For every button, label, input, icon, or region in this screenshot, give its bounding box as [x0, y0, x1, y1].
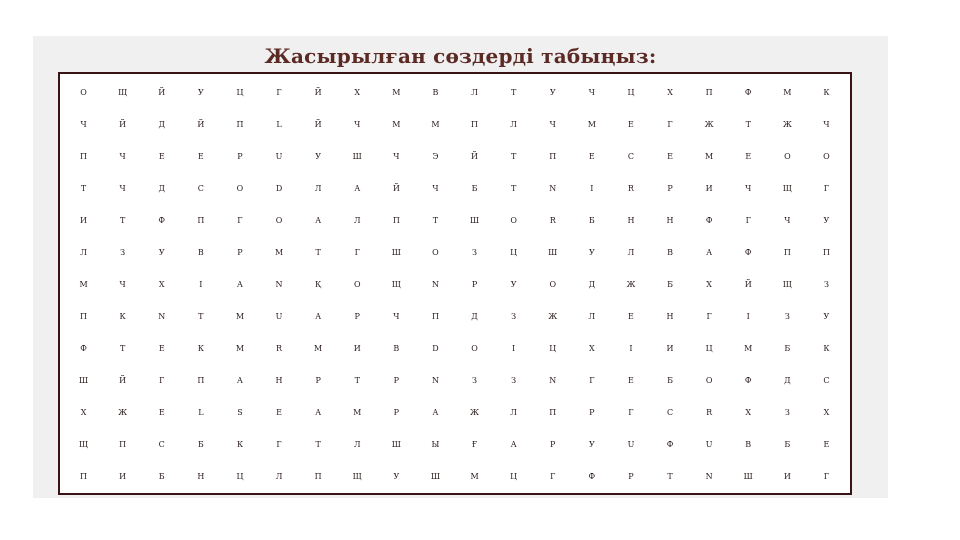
grid-cell: и: [119, 468, 127, 482]
grid-cell: о: [432, 245, 439, 259]
grid-cell: i: [590, 181, 594, 195]
grid-cell: ц: [236, 468, 244, 482]
grid-cell: а: [315, 308, 322, 322]
grid-cell: о: [80, 85, 87, 99]
grid-cell: л: [471, 85, 478, 99]
grid-cell: о: [823, 149, 830, 163]
grid-cell: к: [823, 85, 830, 99]
grid-cell: л: [353, 213, 361, 227]
grid-cell: т: [119, 213, 126, 227]
grid-cell: о: [236, 181, 244, 195]
grid-cell: д: [158, 181, 165, 195]
grid-cell: р: [667, 181, 673, 195]
grid-cell: с: [158, 436, 165, 450]
grid-cell: х: [80, 404, 87, 418]
grid-cell: ф: [744, 372, 752, 386]
grid-cell: s: [237, 404, 243, 418]
grid-cell: д: [471, 308, 478, 322]
grid-cell: е: [667, 149, 673, 163]
grid-cell: х: [745, 404, 752, 418]
grid-cell: п: [80, 308, 88, 322]
grid-cell: м: [235, 308, 245, 322]
grid-cell: ш: [743, 468, 753, 482]
grid-cell: о: [353, 276, 361, 290]
grid-cell: ч: [393, 149, 400, 163]
grid-cell: u: [275, 308, 283, 322]
grid-cell: г: [589, 372, 595, 386]
grid-cell: п: [822, 245, 830, 259]
grid-cell: м: [79, 276, 88, 290]
grid-cell: х: [588, 340, 595, 354]
word-search-frame: [58, 72, 852, 495]
grid-cell: о: [549, 276, 557, 290]
grid-cell: щ: [78, 436, 89, 450]
grid-cell: й: [158, 85, 166, 99]
page-title: Жасырылған сөздерді табыңыз:: [264, 44, 657, 68]
grid-cell: д: [588, 276, 596, 290]
grid-cell: й: [314, 85, 322, 99]
grid-cell: ж: [548, 308, 558, 322]
grid-cell: т: [667, 468, 673, 482]
grid-cell: ч: [588, 85, 595, 99]
grid-cell: щ: [782, 181, 792, 195]
grid-cell: б: [667, 372, 673, 386]
grid-cell: а: [236, 276, 243, 290]
grid-cell: у: [510, 276, 517, 290]
grid-cell: n: [549, 372, 557, 386]
grid-cell: с: [823, 372, 830, 386]
grid-cell: ш: [469, 213, 480, 227]
grid-cell: r: [276, 340, 283, 354]
grid-cell: л: [80, 245, 87, 259]
grid-cell: i: [512, 340, 516, 354]
grid-cell: е: [628, 117, 634, 131]
grid-cell: ж: [782, 117, 792, 131]
grid-cell: ш: [352, 149, 362, 163]
grid-cell: л: [275, 468, 283, 482]
grid-cell: ч: [119, 181, 126, 195]
grid-cell: з: [511, 372, 517, 386]
grid-cell: м: [353, 404, 362, 418]
grid-cell: д: [784, 372, 791, 386]
grid-cell: п: [431, 308, 439, 322]
grid-cell: n: [431, 276, 439, 290]
grid-cell: о: [784, 149, 791, 163]
grid-cell: d: [432, 340, 439, 354]
grid-cell: м: [744, 340, 753, 354]
grid-cell: п: [197, 213, 205, 227]
grid-cell: r: [706, 404, 713, 418]
grid-cell: в: [197, 245, 204, 259]
grid-cell: м: [783, 85, 792, 99]
grid-cell: п: [197, 372, 205, 386]
grid-cell: i: [199, 276, 203, 290]
grid-cell: е: [158, 404, 165, 418]
grid-cell: i: [629, 340, 633, 354]
grid-cell: л: [588, 308, 596, 322]
grid-cell: ф: [588, 468, 596, 482]
grid-cell: т: [119, 340, 126, 354]
grid-cell: м: [392, 117, 401, 131]
grid-cell: н: [666, 213, 674, 227]
grid-cell: х: [354, 85, 361, 99]
grid-cell: е: [276, 404, 282, 418]
grid-cell: г: [706, 308, 712, 322]
grid-cell: ф: [705, 213, 713, 227]
grid-cell: х: [823, 404, 830, 418]
grid-cell: й: [119, 117, 127, 131]
grid-cell: л: [314, 181, 322, 195]
grid-cell: г: [667, 117, 673, 131]
grid-cell: щ: [391, 276, 401, 290]
grid-cell: и: [783, 468, 791, 482]
grid-cell: ж: [470, 404, 480, 418]
grid-cell: е: [588, 149, 595, 163]
grid-cell: х: [158, 276, 165, 290]
grid-cell: л: [353, 436, 361, 450]
grid-cell: у: [823, 213, 830, 227]
grid-cell: р: [550, 436, 556, 450]
grid-cell: ш: [430, 468, 440, 482]
grid-cell: i: [746, 308, 750, 322]
grid-cell: м: [274, 245, 284, 259]
grid-cell: ж: [626, 276, 636, 290]
grid-cell: г: [159, 372, 165, 386]
grid-cell: ц: [510, 245, 518, 259]
grid-cell: м: [314, 340, 323, 354]
grid-cell: о: [510, 213, 517, 227]
grid-cell: у: [315, 149, 322, 163]
grid-cell: п: [314, 468, 322, 482]
grid-cell: d: [275, 181, 283, 195]
grid-cell: р: [315, 372, 321, 386]
grid-cell: п: [236, 117, 244, 131]
grid-cell: к: [236, 436, 244, 450]
grid-cell: ч: [432, 181, 439, 195]
grid-cell: ж: [118, 404, 128, 418]
grid-cell: б: [471, 181, 478, 195]
grid-cell: щ: [118, 85, 128, 99]
grid-cell: м: [587, 117, 596, 131]
grid-cell: р: [393, 372, 400, 386]
grid-cell: ш: [391, 245, 401, 259]
grid-cell: n: [705, 468, 713, 482]
grid-cell: а: [510, 436, 517, 450]
grid-cell: к: [119, 308, 126, 322]
grid-cell: з: [472, 372, 478, 386]
grid-cell: l: [276, 117, 282, 131]
grid-cell: р: [628, 468, 634, 482]
grid-cell: п: [783, 245, 791, 259]
grid-cell: т: [80, 181, 87, 195]
grid-cell: о: [275, 213, 283, 227]
grid-cell: й: [744, 276, 752, 290]
grid-cell: у: [588, 245, 595, 259]
grid-cell: х: [667, 85, 673, 99]
grid-cell: у: [158, 245, 165, 259]
grid-cell: н: [666, 308, 674, 322]
grid-cell: з: [472, 245, 478, 259]
grid-cell: ч: [745, 181, 752, 195]
grid-cell: х: [706, 276, 712, 290]
grid-cell: т: [198, 308, 204, 322]
grid-cell: и: [666, 340, 674, 354]
grid-cell: т: [315, 245, 321, 259]
grid-cell: ч: [393, 308, 400, 322]
grid-cell: и: [705, 181, 713, 195]
grid-cell: n: [549, 181, 557, 195]
grid-cell: ч: [80, 117, 87, 131]
grid-cell: в: [667, 245, 673, 259]
grid-cell: п: [119, 436, 127, 450]
grid-cell: й: [314, 117, 322, 131]
grid-cell: т: [510, 149, 517, 163]
grid-cell: г: [823, 181, 830, 195]
grid-cell: ф: [744, 245, 752, 259]
grid-cell: п: [549, 149, 557, 163]
grid-cell: м: [705, 149, 714, 163]
grid-cell: ц: [705, 340, 713, 354]
grid-cell: в: [432, 85, 439, 99]
grid-cell: л: [510, 404, 517, 418]
grid-cell: г: [823, 468, 830, 482]
grid-cell: к: [197, 340, 204, 354]
grid-cell: о: [705, 372, 713, 386]
grid-cell: ц: [549, 340, 557, 354]
grid-cell: а: [236, 372, 243, 386]
grid-cell: л: [627, 245, 635, 259]
grid-cell: з: [784, 308, 790, 322]
grid-cell: ч: [784, 213, 791, 227]
grid-cell: ф: [158, 213, 166, 227]
grid-cell: и: [80, 213, 88, 227]
grid-cell: т: [510, 181, 517, 195]
grid-cell: г: [237, 213, 243, 227]
grid-cell: ш: [391, 436, 401, 450]
grid-cell: г: [745, 213, 751, 227]
grid-cell: з: [784, 404, 790, 418]
grid-cell: и: [353, 340, 361, 354]
grid-cell: ц: [510, 468, 518, 482]
grid-cell: ф: [744, 85, 752, 99]
grid-cell: n: [431, 372, 439, 386]
grid-cell: г: [276, 436, 282, 450]
grid-cell: а: [706, 245, 713, 259]
grid-cell: г: [354, 245, 360, 259]
grid-cell: у: [393, 468, 400, 482]
grid-cell: с: [197, 181, 204, 195]
grid-cell: о: [471, 340, 478, 354]
worksheet-panel: [33, 36, 888, 498]
grid-cell: а: [354, 181, 361, 195]
grid-cell: ц: [236, 85, 244, 99]
grid-cell: л: [510, 117, 517, 131]
grid-cell: щ: [782, 276, 792, 290]
grid-cell: қ: [315, 276, 322, 290]
grid-cell: u: [627, 436, 635, 450]
grid-cell: т: [745, 117, 751, 131]
grid-cell: й: [197, 117, 205, 131]
grid-cell: н: [275, 372, 283, 386]
grid-cell: ж: [704, 117, 714, 131]
grid-cell: з: [120, 245, 126, 259]
grid-cell: у: [588, 436, 595, 450]
grid-cell: н: [627, 213, 635, 227]
grid-cell: г: [550, 468, 556, 482]
grid-cell: р: [589, 404, 595, 418]
grid-cell: а: [315, 213, 322, 227]
grid-cell: у: [549, 85, 556, 99]
grid-cell: ц: [627, 85, 635, 99]
grid-cell: к: [823, 340, 830, 354]
grid-cell: с: [666, 404, 674, 418]
grid-cell: щ: [352, 468, 362, 482]
grid-cell: п: [471, 117, 479, 131]
grid-cell: т: [510, 85, 517, 99]
grid-cell: б: [158, 468, 165, 482]
grid-cell: й: [392, 181, 400, 195]
grid-cell: е: [628, 372, 634, 386]
grid-cell: б: [784, 340, 791, 354]
grid-cell: ф: [666, 436, 674, 450]
grid-cell: в: [745, 436, 752, 450]
grid-cell: ч: [549, 117, 556, 131]
grid-cell: n: [158, 308, 166, 322]
grid-cell: б: [588, 213, 595, 227]
grid-cell: й: [471, 149, 479, 163]
grid-cell: п: [80, 468, 88, 482]
grid-cell: е: [158, 340, 165, 354]
grid-cell: т: [432, 213, 439, 227]
grid-cell: у: [823, 308, 830, 322]
grid-cell: u: [705, 436, 713, 450]
grid-cell: с: [627, 149, 634, 163]
grid-cell: ф: [80, 340, 87, 354]
grid-cell: э: [432, 149, 439, 163]
grid-cell: ч: [119, 276, 126, 290]
grid-cell: е: [197, 149, 204, 163]
grid-cell: г: [628, 404, 634, 418]
grid-cell: ғ: [471, 436, 478, 450]
grid-cell: з: [823, 276, 829, 290]
grid-cell: р: [471, 276, 478, 290]
grid-cell: м: [470, 468, 479, 482]
grid-cell: з: [511, 308, 517, 322]
grid-cell: б: [197, 436, 204, 450]
grid-cell: ч: [354, 117, 361, 131]
grid-cell: ч: [823, 117, 830, 131]
grid-cell: п: [392, 213, 400, 227]
grid-cell: а: [432, 404, 439, 418]
grid-cell: п: [80, 149, 88, 163]
grid-cell: а: [315, 404, 322, 418]
grid-cell: м: [235, 340, 245, 354]
grid-cell: в: [393, 340, 400, 354]
grid-cell: м: [392, 85, 401, 99]
grid-cell: u: [275, 149, 283, 163]
grid-cell: е: [745, 149, 752, 163]
grid-cell: ш: [548, 245, 558, 259]
grid-cell: l: [198, 404, 204, 418]
grid-cell: м: [431, 117, 440, 131]
grid-cell: д: [158, 117, 165, 131]
grid-cell: r: [549, 213, 556, 227]
grid-cell: т: [315, 436, 321, 450]
grid-cell: т: [354, 372, 360, 386]
grid-cell: б: [784, 436, 791, 450]
grid-cell: ы: [431, 436, 440, 450]
grid-cell: г: [276, 85, 282, 99]
grid-cell: й: [119, 372, 127, 386]
grid-cell: е: [158, 149, 165, 163]
grid-cell: н: [197, 468, 205, 482]
grid-cell: r: [627, 181, 634, 195]
grid-cell: р: [237, 245, 243, 259]
grid-cell: n: [275, 276, 283, 290]
grid-cell: п: [549, 404, 557, 418]
grid-cell: б: [667, 276, 673, 290]
grid-cell: ч: [119, 149, 126, 163]
word-search-grid: [64, 76, 846, 491]
grid-cell: п: [705, 85, 713, 99]
grid-cell: р: [354, 308, 360, 322]
grid-cell: у: [197, 85, 204, 99]
grid-cell: е: [628, 308, 634, 322]
grid-cell: р: [237, 149, 243, 163]
grid-cell: р: [393, 404, 400, 418]
grid-cell: е: [823, 436, 830, 450]
grid-cell: ш: [78, 372, 89, 386]
